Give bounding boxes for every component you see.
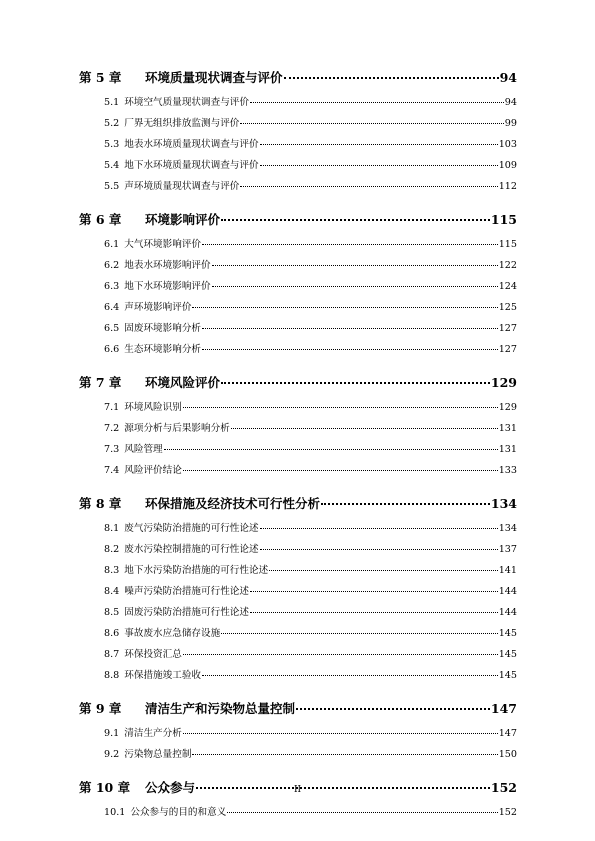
section-number: 6.6: [104, 344, 120, 355]
dot-leader: [164, 449, 498, 450]
section-number: 6.2: [104, 260, 120, 271]
section-title: 废水污染控制措施的可行性论述: [124, 544, 259, 555]
section-page-number: 109: [498, 160, 517, 171]
dot-leader: [202, 244, 498, 245]
section-title: 风险评价结论: [124, 465, 182, 476]
chapter-number: 第 10 章: [79, 780, 131, 795]
toc-section-entry[interactable]: [79, 646, 517, 667]
dot-leader: [202, 328, 498, 329]
section-page-number: 127: [498, 344, 517, 355]
toc-section-entry[interactable]: [79, 236, 517, 257]
section-title: 环境空气质量现状调查与评价: [124, 97, 249, 108]
section-number: 10.1: [104, 807, 126, 818]
chapter-title: 环保措施及经济技术可行性分析: [145, 496, 321, 511]
dot-leader: [260, 144, 498, 145]
dot-leader: [192, 307, 497, 308]
chapter-number: 第 8 章: [79, 496, 122, 511]
toc-chapter-entry[interactable]: [79, 494, 517, 513]
dot-leader: [260, 549, 498, 550]
dot-leader: [183, 470, 498, 471]
section-title: 大气环境影响评价: [124, 239, 202, 250]
section-page-number: 133: [498, 465, 517, 476]
toc-section-entry[interactable]: [79, 341, 517, 362]
chapter-title: 公众参与: [145, 780, 196, 795]
section-title: 污染物总量控制: [124, 749, 192, 760]
section-number: 6.1: [104, 239, 120, 250]
toc-section-entry[interactable]: [79, 625, 517, 646]
toc-chapter-entry[interactable]: [79, 373, 517, 392]
chapter-page-number: 115: [490, 212, 517, 227]
chapter-page-number: 134: [490, 496, 517, 511]
section-title: 固废环境影响分析: [124, 323, 202, 334]
section-title: 地下水污染防治措施的可行性论述: [124, 565, 269, 576]
section-title: 事故废水应急储存设施: [124, 628, 221, 639]
toc-section-entry[interactable]: [79, 462, 517, 483]
table-of-contents: [79, 68, 517, 825]
toc-section-entry[interactable]: [79, 136, 517, 157]
section-title: 地下水环境影响评价: [124, 281, 211, 292]
toc-chapter-entry[interactable]: [79, 68, 517, 87]
section-page-number: 145: [498, 670, 517, 681]
dot-leader: [183, 654, 498, 655]
section-page-number: 152: [498, 807, 517, 818]
dot-leader: [260, 165, 498, 166]
section-number: 8.7: [104, 649, 120, 660]
section-title: 生态环境影响分析: [124, 344, 202, 355]
dot-leader: [221, 219, 490, 221]
dot-leader: [183, 407, 498, 408]
dot-leader: [284, 77, 499, 79]
chapter-number: 第 7 章: [79, 375, 122, 390]
toc-section-entry[interactable]: [79, 562, 517, 583]
chapter-number: 第 9 章: [79, 701, 122, 716]
section-title: 噪声污染防治措施可行性论述: [124, 586, 249, 597]
dot-leader: [227, 812, 497, 813]
section-number: 5.2: [104, 118, 120, 129]
toc-section-entry[interactable]: [79, 299, 517, 320]
chapter-title: 环境影响评价: [145, 212, 221, 227]
section-page-number: 125: [498, 302, 517, 313]
toc-section-entry[interactable]: [79, 441, 517, 462]
section-title: 厂界无组织排放监测与评价: [124, 118, 240, 129]
section-page-number: 137: [498, 544, 517, 555]
toc-section-entry[interactable]: [79, 257, 517, 278]
toc-section-entry[interactable]: [79, 746, 517, 767]
dot-leader: [202, 349, 498, 350]
toc-section-entry[interactable]: [79, 667, 517, 688]
toc-section-entry[interactable]: [79, 320, 517, 341]
section-title: 地表水环境质量现状调查与评价: [124, 139, 259, 150]
section-number: 9.2: [104, 749, 120, 760]
section-number: 8.8: [104, 670, 120, 681]
section-page-number: 103: [498, 139, 517, 150]
section-number: 8.2: [104, 544, 120, 555]
dot-leader: [221, 633, 497, 634]
dot-leader: [240, 123, 503, 124]
section-title: 固废污染防治措施可行性论述: [124, 607, 249, 618]
dot-leader: [183, 733, 498, 734]
section-number: 8.3: [104, 565, 120, 576]
toc-section-entry[interactable]: [79, 604, 517, 625]
section-number: 6.4: [104, 302, 120, 313]
dot-leader: [250, 591, 498, 592]
section-page-number: 145: [498, 628, 517, 639]
section-title: 声环境影响评价: [124, 302, 192, 313]
dot-leader: [260, 528, 498, 529]
toc-section-entry[interactable]: [79, 541, 517, 562]
toc-section-entry[interactable]: [79, 520, 517, 541]
toc-section-entry[interactable]: [79, 583, 517, 604]
section-number: 8.5: [104, 607, 120, 618]
section-title: 地表水环境影响评价: [124, 260, 211, 271]
section-title: 风险管理: [124, 444, 163, 455]
section-page-number: 127: [498, 323, 517, 334]
toc-section-entry[interactable]: [79, 420, 517, 441]
section-number: 8.6: [104, 628, 120, 639]
toc-chapter-entry[interactable]: [79, 699, 517, 718]
dot-leader: [212, 286, 498, 287]
page-number: II: [293, 785, 302, 795]
section-number: 6.3: [104, 281, 120, 292]
section-page-number: 124: [498, 281, 517, 292]
section-page-number: 150: [498, 749, 517, 760]
section-page-number: 131: [498, 423, 517, 434]
section-page-number: 99: [504, 118, 517, 129]
section-number: 7.3: [104, 444, 120, 455]
chapter-title: 环境质量现状调查与评价: [145, 70, 283, 85]
dot-leader: [321, 503, 490, 505]
chapter-number: 第 5 章: [79, 70, 122, 85]
section-number: 7.4: [104, 465, 120, 476]
section-page-number: 144: [498, 586, 517, 597]
section-page-number: 131: [498, 444, 517, 455]
section-title: 环保投资汇总: [124, 649, 182, 660]
section-title: 环境风险识别: [124, 402, 182, 413]
dot-leader: [250, 102, 504, 103]
toc-section-entry[interactable]: [79, 94, 517, 115]
section-title: 清洁生产分析: [124, 728, 182, 739]
toc-section-entry[interactable]: [79, 804, 517, 825]
dot-leader: [240, 186, 497, 187]
dot-leader: [202, 675, 498, 676]
toc-section-entry[interactable]: [79, 115, 517, 136]
section-title: 源项分析与后果影响分析: [124, 423, 230, 434]
section-number: 8.4: [104, 586, 120, 597]
section-title: 环保措施竣工验收: [124, 670, 202, 681]
dot-leader: [221, 382, 490, 384]
chapter-title: 环境风险评价: [145, 375, 221, 390]
section-title: 声环境质量现状调查与评价: [124, 181, 240, 192]
section-page-number: 147: [498, 728, 517, 739]
section-number: 9.1: [104, 728, 120, 739]
chapter-page-number: 147: [490, 701, 517, 716]
section-page-number: 129: [498, 402, 517, 413]
toc-section-entry[interactable]: [79, 725, 517, 746]
dot-leader: [212, 265, 498, 266]
dot-leader: [269, 570, 498, 571]
toc-section-entry[interactable]: [79, 399, 517, 420]
chapter-title: 清洁生产和污染物总量控制: [145, 701, 296, 716]
dot-leader: [231, 428, 498, 429]
chapter-page-number: 152: [490, 780, 517, 795]
section-number: 5.3: [104, 139, 120, 150]
section-page-number: 145: [498, 649, 517, 660]
section-number: 7.1: [104, 402, 120, 413]
section-number: 5.5: [104, 181, 120, 192]
section-page-number: 115: [498, 239, 517, 250]
chapter-page-number: 94: [499, 70, 517, 85]
dot-leader: [296, 708, 490, 710]
section-page-number: 112: [498, 181, 517, 192]
dot-leader: [192, 754, 497, 755]
section-page-number: 134: [498, 523, 517, 534]
section-title: 地下水环境质量现状调查与评价: [124, 160, 259, 171]
toc-section-entry[interactable]: [79, 157, 517, 178]
section-title: 公众参与的目的和意义: [130, 807, 227, 818]
chapter-number: 第 6 章: [79, 212, 122, 227]
section-number: 5.1: [104, 97, 120, 108]
dot-leader: [250, 612, 498, 613]
section-number: 7.2: [104, 423, 120, 434]
chapter-page-number: 129: [490, 375, 517, 390]
section-number: 5.4: [104, 160, 120, 171]
section-page-number: 94: [504, 97, 517, 108]
toc-chapter-entry[interactable]: [79, 210, 517, 229]
section-title: 废气污染防治措施的可行性论述: [124, 523, 259, 534]
toc-section-entry[interactable]: [79, 278, 517, 299]
section-page-number: 141: [498, 565, 517, 576]
toc-section-entry[interactable]: [79, 178, 517, 199]
section-number: 8.1: [104, 523, 120, 534]
section-page-number: 122: [498, 260, 517, 271]
section-number: 6.5: [104, 323, 120, 334]
section-page-number: 144: [498, 607, 517, 618]
